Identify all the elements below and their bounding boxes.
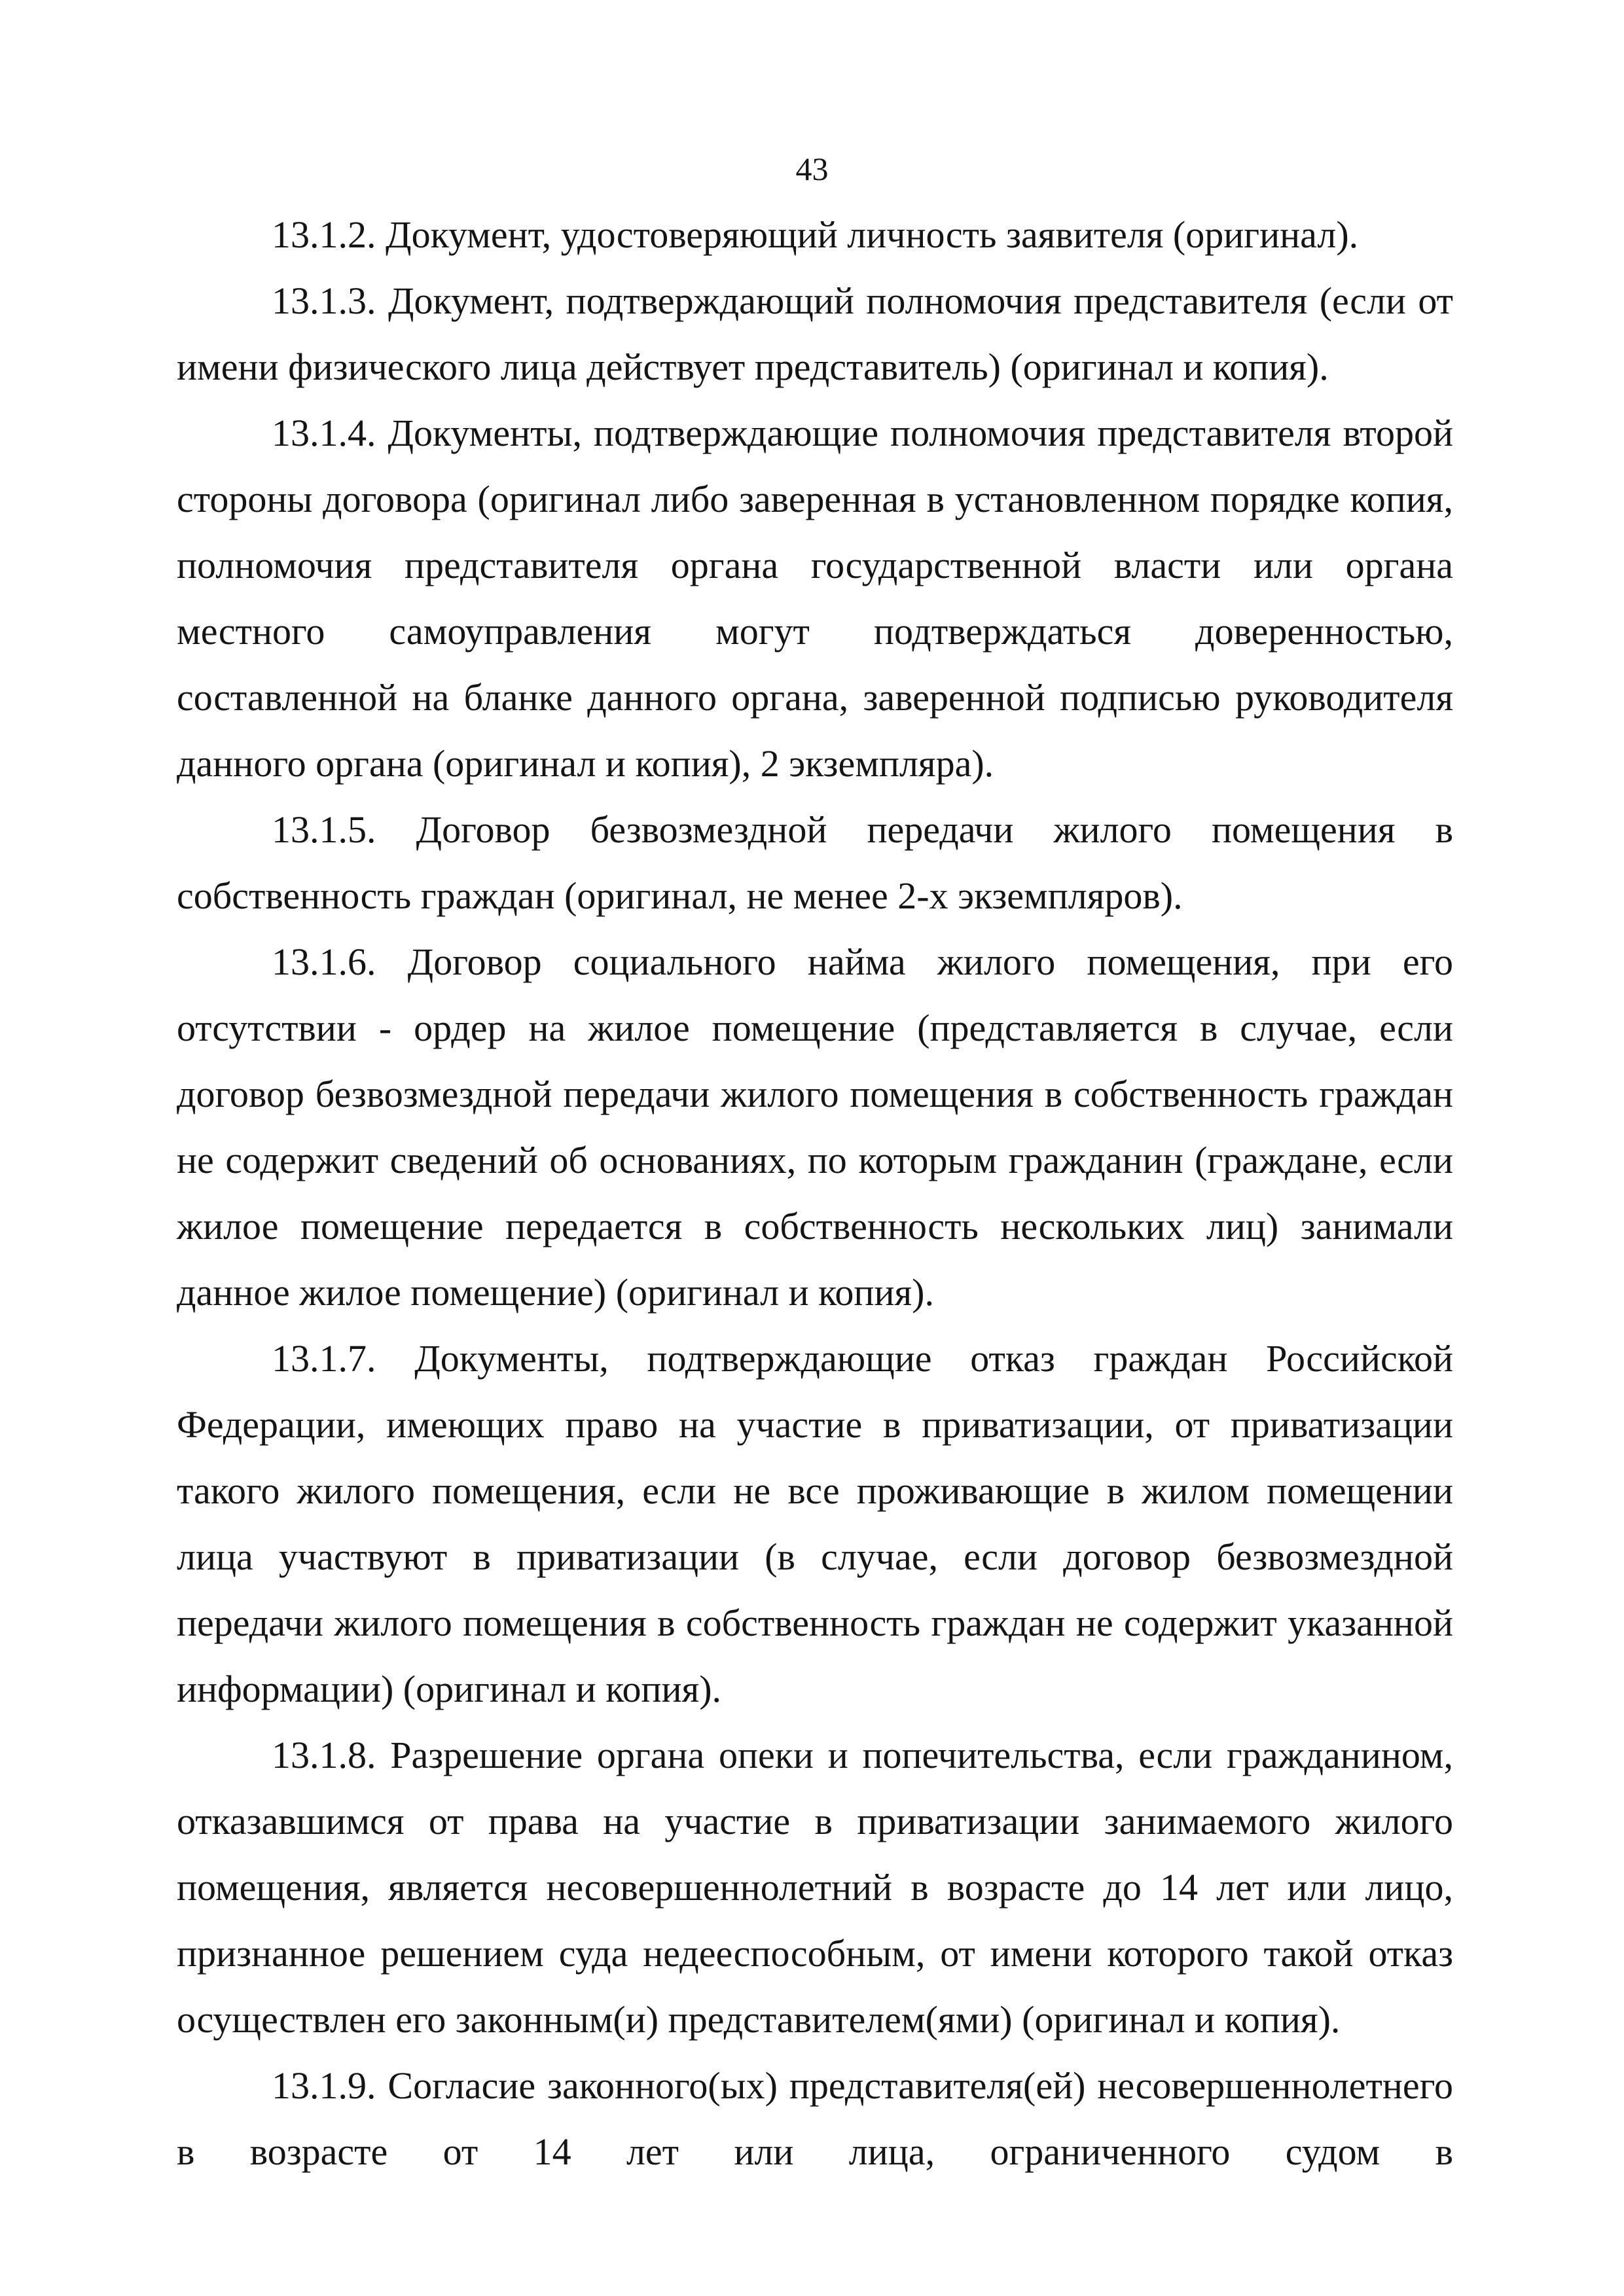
paragraph-13-1-5: 13.1.5. Договор безвозмездной передачи жилого помещения в собственность граждан (оригинал, не менее 2-х экземпляров).: [177, 808, 1453, 917]
paragraph-13-1-6: 13.1.6. Договор социального найма жилого помещения, при его отсутствии - ордер на жилое помещение (представляется в случае, если договор безвозмездной передачи жилого помещения в собственность граждан не содержит сведений об основаниях, по которым гражданин (граждане, если жилое помещение передается в собственность нескольких лиц) занимали данное жилое помещение) (оригинал и копия).: [177, 941, 1453, 1314]
paragraph-13-1-3: 13.1.3. Документ, подтверждающий полномочия представителя (если от имени физического лица действует представитель) (оригинал и копия).: [177, 279, 1453, 388]
paragraph-13-1-4: 13.1.4. Документы, подтверждающие полномочия представителя второй стороны договора (оригинал либо заверенная в установленном порядке копия, полномочия представителя органа государственной власти или органа местного самоуправления могут подтверждаться доверенностью, составленной на бланке данного органа, заверенной подписью руководителя данного органа (оригинал и копия), 2 экземпляра).: [177, 412, 1453, 785]
paragraph-13-1-7: 13.1.7. Документы, подтверждающие отказ граждан Российской Федерации, имеющих право на участие в приватизации, от приватизации такого жилого помещения, если не все проживающие в жилом помещении лица участвуют в приватизации (в случае, если договор безвозмездной передачи жилого помещения в собственность граждан не содержит указанной информации) (оригинал и копия).: [177, 1337, 1453, 1710]
document-body: [177, 202, 1453, 2185]
page-number: 43: [795, 151, 829, 187]
paragraph-13-1-8: 13.1.8. Разрешение органа опеки и попечительства, если гражданином, отказавшимся от права на участие в приватизации занимаемого жилого помещения, является несовершеннолетний в возрасте до 14 лет или лицо, признанное решением суда недееспособным, от имени которого такой отказ осуществлен его законным(и) представителем(ями) (оригинал и копия).: [177, 1734, 1453, 2041]
paragraph-13-1-2: 13.1.2. Документ, удостоверяющий личность заявителя (оригинал).: [272, 213, 1359, 256]
paragraph-13-1-9: 13.1.9. Согласие законного(ых) представителя(ей) несовершеннолетнего в возрасте от 14 лет или лица, ограниченного судом в: [177, 2064, 1453, 2173]
